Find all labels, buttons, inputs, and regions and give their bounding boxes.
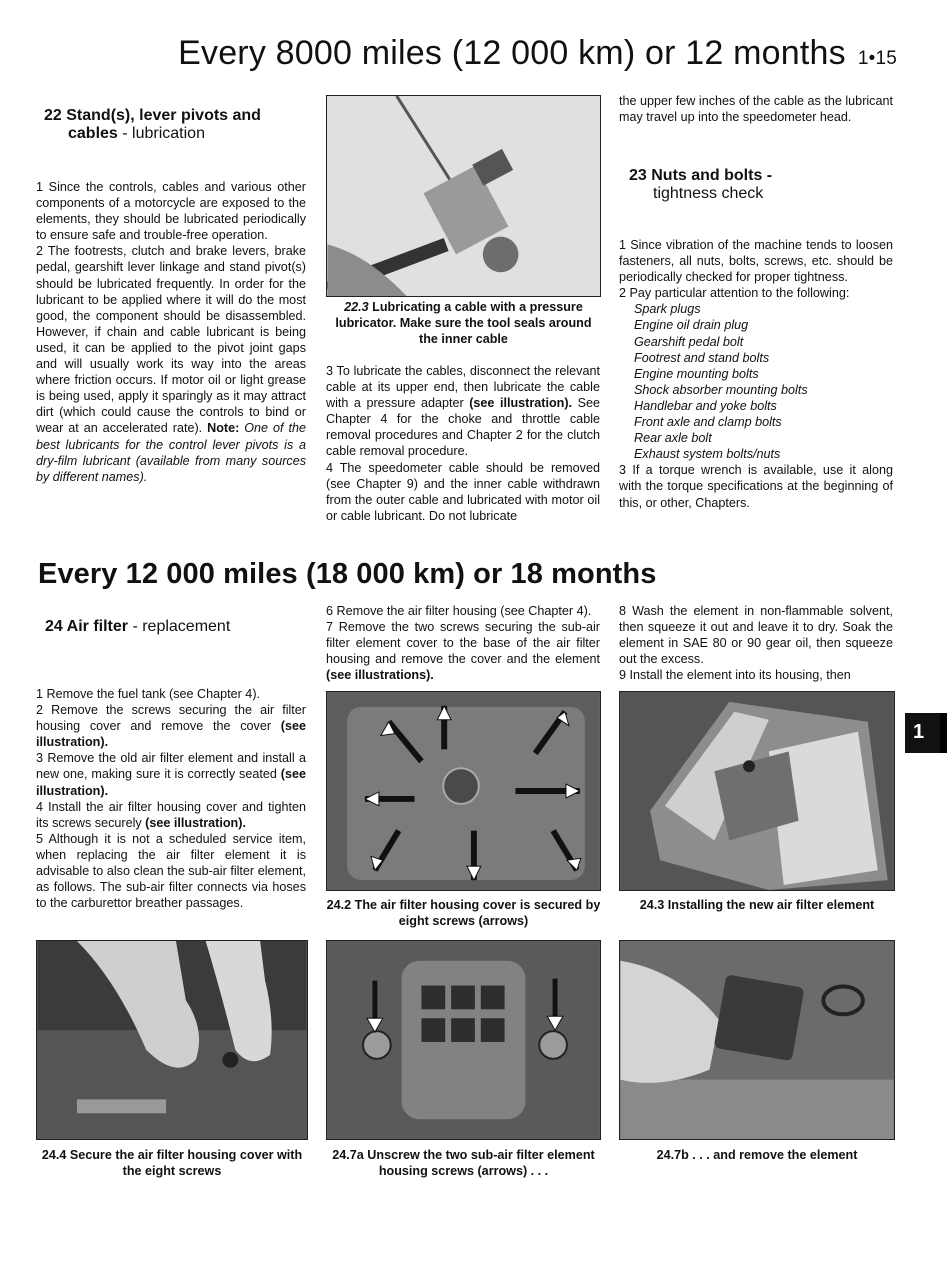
photo-24-7a xyxy=(326,940,601,1140)
section-22-para-4: 4 The speedometer cable should be removed (see Chapter 9) and the inner cable withdrawn from the outer cable and lubricated with motor oil or cable lubricant. Do not lubricate xyxy=(326,460,600,523)
header-title: Every 8000 miles (12 000 km) or 12 months xyxy=(178,34,846,72)
section-24-title: 24 Air filter - replacement xyxy=(45,618,231,635)
section-24-para-4: 4 Install the air filter housing cover and tighten its screws securely (see illustration). xyxy=(36,799,306,830)
section-22-continued: the upper few inches of the cable as the lubricant may travel up into the speedometer head. xyxy=(619,94,893,125)
section-24-para-3: 3 Remove the old air filter element and install a new one, making sure it is correctly seated (see illustration). xyxy=(36,751,306,798)
list-item: Footrest and stand bolts xyxy=(634,350,770,365)
caption-24-4: 24.4 Secure the air filter housing cover with the eight screws xyxy=(41,1148,303,1178)
list-item: Gearshift pedal bolt xyxy=(634,334,744,349)
list-item: Handlebar and yoke bolts xyxy=(634,398,777,413)
caption-24-2: 24.2 The air filter housing cover is secured by eight screws (arrows) xyxy=(326,898,601,928)
list-item: Engine oil drain plug xyxy=(634,318,749,333)
section-23-para-3: 3 If a torque wrench is available, use it along with the torque specifications at the beginning of this, or other, Chapters. xyxy=(619,463,893,510)
photo-22-3 xyxy=(326,95,601,297)
photo-24-7b xyxy=(619,940,895,1140)
list-item: Front axle and clamp bolts xyxy=(634,415,782,430)
section-22-title: 22 Stand(s), lever pivots and cables - lubrication xyxy=(44,107,261,142)
section-24-para-6: 6 Remove the air filter housing (see Chapter 4). xyxy=(326,604,592,618)
section-24-para-7: 7 Remove the two screws securing the sub-air filter element cover to the base of the air filter housing and remove the cover and the element (see illustrations). xyxy=(326,620,600,683)
section-23-para-2: 2 Pay particular attention to the following: xyxy=(619,286,850,301)
photo-24-2-art xyxy=(327,692,600,890)
list-item: Shock absorber mounting bolts xyxy=(634,382,808,397)
section-23-body xyxy=(619,237,893,511)
photo-24-3-art xyxy=(620,692,894,890)
page-header xyxy=(0,34,897,73)
list-item: Spark plugs xyxy=(634,302,701,317)
section-24-para-5: 5 Although it is not a scheduled service item, when replacing the air filter element it is advisable to also clean the sub-air filter element, as follows. The sub-air filter connects via hoses to the carburettor breather passages. xyxy=(36,831,306,911)
section-24-para-8: 8 Wash the element in non-flammable solvent, then squeeze it out and leave it to dry. Soak the element in SAE 80 or 90 gear oil, then squeeze out the excess. xyxy=(619,604,893,667)
list-item: Rear axle bolt xyxy=(634,431,712,446)
caption-24-7a: 24.7a Unscrew the two sub-air filter element housing screws (arrows) . . . xyxy=(332,1148,595,1178)
list-item: Exhaust system bolts/nuts xyxy=(634,447,781,462)
section-23-title: 23 Nuts and bolts - tightness check xyxy=(629,167,773,202)
caption-24-3: 24.3 Installing the new air filter element xyxy=(639,898,875,912)
section-24-column-3 xyxy=(619,603,893,683)
section-23-list xyxy=(619,301,893,462)
photo-24-7a-art xyxy=(327,941,600,1139)
photo-22-3-art xyxy=(327,96,600,296)
section-24-para-9: 9 Install the element into its housing, then xyxy=(619,668,851,683)
photo-24-4 xyxy=(36,940,308,1140)
photo-24-4-art xyxy=(37,941,307,1139)
section-24-para-1: 1 Remove the fuel tank (see Chapter 4). xyxy=(36,687,261,701)
caption-24-7b: 24.7b . . . and remove the element xyxy=(656,1148,858,1162)
section-24-column-2 xyxy=(326,603,600,683)
section-22-column-1 xyxy=(36,179,306,485)
chapter-tab: 1 xyxy=(905,713,947,753)
section-22-para-1: 1 Since the controls, cables and various other components of a motorcycle are exposed to the elements, they should be lubricated periodically to ensure safe and trouble-free operation. xyxy=(36,180,306,243)
photo-24-3 xyxy=(619,691,895,891)
photo-24-7b-art xyxy=(620,941,894,1139)
page-number: 1•15 xyxy=(857,48,897,69)
section-header-18000: Every 12 000 miles (18 000 km) or 18 months xyxy=(38,558,657,590)
section-22-column-2 xyxy=(326,363,600,524)
caption-22-3: 22.3 Lubricating a cable with a pressure lubricator. Make sure the tool seals around the inner cable xyxy=(335,300,592,346)
photo-24-2 xyxy=(326,691,601,891)
list-item: Engine mounting bolts xyxy=(634,366,759,381)
section-22-para-2: 2 The footrests, clutch and brake levers, brake pedal, gearshift lever linkage and stand pivot(s) should be lubricated frequently. In order for the lubricant to be applied where it will do the most good, the component should be disassembled. However, if chain and cable lubricant is being used, it can be applied to the pivot joint gaps and will usually work its way into the areas where friction occurs. If motor oil or light grease is being used, apply it sparingly as it may attract dirt (which could cause the controls to bind or wear at an accelerated rate). Note: One of the best lubricants for the control lever pivots is a dry-film lubricant (available from many sources by different names). xyxy=(36,244,306,484)
section-24-para-2: 2 Remove the screws securing the air filter housing cover and remove the cover (see illustration). xyxy=(36,703,306,750)
section-22-para-3: 3 To lubricate the cables, disconnect the relevant cable at its upper end, then lubricate the cable with a pressure adapter (see illustration). See Chapter 4 for the choke and throttle cable removal procedures and Chapter 2 for the clutch cable removal procedure. xyxy=(326,364,600,459)
section-24-column-1 xyxy=(36,686,306,911)
section-23-para-1: 1 Since vibration of the machine tends to loosen fasteners, all nuts, bolts, screws, etc. should be periodically checked for proper tightness. xyxy=(619,238,893,285)
